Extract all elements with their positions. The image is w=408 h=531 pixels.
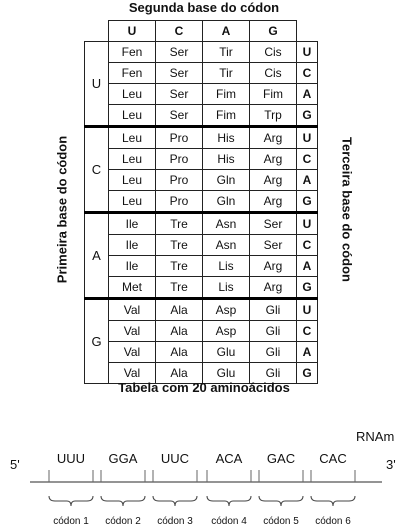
amino-acid-cell: Val bbox=[109, 299, 156, 321]
third-base-cell: U bbox=[297, 127, 318, 149]
mrna-label: RNAm bbox=[356, 429, 395, 444]
amino-acid-cell: Gli bbox=[250, 363, 297, 384]
amino-acid-cell: Pro bbox=[156, 127, 203, 149]
amino-acid-cell: Asp bbox=[203, 299, 250, 321]
first-base-cell: C bbox=[85, 127, 109, 213]
amino-acid-cell: Ser bbox=[250, 213, 297, 235]
first-base-cell: A bbox=[85, 213, 109, 299]
codon-brace bbox=[49, 496, 93, 506]
mrna-codon-triplet: ACA bbox=[215, 451, 243, 466]
codon-label: códon 6 bbox=[315, 516, 351, 527]
third-base-cell: G bbox=[297, 363, 318, 384]
amino-acid-cell: Arg bbox=[250, 256, 297, 277]
amino-acid-cell: Fen bbox=[109, 63, 156, 84]
codon-brace bbox=[153, 496, 197, 506]
third-base-cell: A bbox=[297, 256, 318, 277]
amino-acid-cell: Arg bbox=[250, 277, 297, 299]
codon-label: códon 5 bbox=[263, 516, 299, 527]
amino-acid-cell: Val bbox=[109, 321, 156, 342]
three-prime-end: 3' bbox=[386, 457, 396, 472]
codon-label: códon 3 bbox=[157, 516, 193, 527]
third-base-cell: C bbox=[297, 63, 318, 84]
amino-acid-cell: Asn bbox=[203, 235, 250, 256]
third-base-cell: U bbox=[297, 213, 318, 235]
third-base-cell: C bbox=[297, 235, 318, 256]
first-base-cell: U bbox=[85, 42, 109, 127]
table-caption: Tabela com 20 aminoácidos bbox=[118, 380, 290, 395]
codon-braces bbox=[49, 496, 355, 506]
mrna-codon-triplet: CAC bbox=[319, 451, 347, 466]
amino-acid-cell: Fen bbox=[109, 42, 156, 63]
amino-acid-cell: Ser bbox=[156, 84, 203, 105]
amino-acid-cell: Fim bbox=[203, 105, 250, 127]
amino-acid-cell: Fim bbox=[250, 84, 297, 105]
codon-brace bbox=[259, 496, 303, 506]
amino-acid-cell: Met bbox=[109, 277, 156, 299]
amino-acid-cell: Ile bbox=[109, 235, 156, 256]
third-base-cell: A bbox=[297, 84, 318, 105]
amino-acid-cell: Tre bbox=[156, 277, 203, 299]
amino-acid-cell: Gli bbox=[250, 299, 297, 321]
second-base-header: C bbox=[156, 21, 203, 42]
amino-acid-cell: Leu bbox=[109, 170, 156, 191]
amino-acid-cell: Arg bbox=[250, 191, 297, 213]
second-base-header: A bbox=[203, 21, 250, 42]
third-base-cell: G bbox=[297, 105, 318, 127]
amino-acid-cell: Pro bbox=[156, 170, 203, 191]
amino-acid-cell: Leu bbox=[109, 149, 156, 170]
amino-acid-cell: Leu bbox=[109, 191, 156, 213]
codon-label: códon 2 bbox=[105, 516, 141, 527]
first-base-cell: G bbox=[85, 299, 109, 384]
amino-acid-cell: Asn bbox=[203, 213, 250, 235]
third-base-cell: G bbox=[297, 191, 318, 213]
first-base-axis-label: Primeira base do códon bbox=[54, 135, 70, 284]
amino-acid-cell: Glu bbox=[203, 363, 250, 384]
amino-acid-cell: Arg bbox=[250, 127, 297, 149]
amino-acid-cell: Leu bbox=[109, 105, 156, 127]
amino-acid-cell: Gln bbox=[203, 170, 250, 191]
codon-brace bbox=[207, 496, 251, 506]
second-base-header: U bbox=[109, 21, 156, 42]
codon-label: códon 1 bbox=[53, 516, 89, 527]
table-title: Segunda base do códon bbox=[128, 0, 280, 15]
amino-acid-cell: Tir bbox=[203, 63, 250, 84]
mrna-codon-triplet: UUC bbox=[160, 451, 190, 466]
amino-acid-cell: Leu bbox=[109, 84, 156, 105]
amino-acid-cell: Fim bbox=[203, 84, 250, 105]
third-base-cell: G bbox=[297, 277, 318, 299]
third-base-cell: U bbox=[297, 42, 318, 63]
codon-label: códon 4 bbox=[211, 516, 247, 527]
codon-ticks bbox=[49, 470, 355, 482]
amino-acid-cell: Ser bbox=[156, 42, 203, 63]
five-prime-end: 5' bbox=[10, 457, 20, 472]
third-base-cell: A bbox=[297, 170, 318, 191]
amino-acid-cell: Gln bbox=[203, 191, 250, 213]
amino-acid-cell: Lis bbox=[203, 256, 250, 277]
amino-acid-cell: Ala bbox=[156, 363, 203, 384]
amino-acid-cell: Val bbox=[109, 342, 156, 363]
amino-acid-cell: Cis bbox=[250, 63, 297, 84]
amino-acid-cell: Pro bbox=[156, 191, 203, 213]
amino-acid-cell: Arg bbox=[250, 149, 297, 170]
third-base-axis-label: Terceira base do códon bbox=[339, 137, 355, 282]
amino-acid-cell: Ser bbox=[156, 105, 203, 127]
amino-acid-cell: Gli bbox=[250, 321, 297, 342]
amino-acid-cell: Ser bbox=[156, 63, 203, 84]
amino-acid-cell: Trp bbox=[250, 105, 297, 127]
amino-acid-cell: Ile bbox=[109, 256, 156, 277]
amino-acid-cell: Pro bbox=[156, 149, 203, 170]
third-base-cell: C bbox=[297, 149, 318, 170]
amino-acid-cell: Val bbox=[109, 363, 156, 384]
amino-acid-cell: Tre bbox=[156, 235, 203, 256]
amino-acid-cell: Ala bbox=[156, 342, 203, 363]
amino-acid-cell: Lis bbox=[203, 277, 250, 299]
amino-acid-cell: Ser bbox=[250, 235, 297, 256]
amino-acid-cell: Gli bbox=[250, 342, 297, 363]
codon-brace bbox=[101, 496, 145, 506]
mrna-codon-triplet: UUU bbox=[56, 451, 86, 466]
amino-acid-cell: Glu bbox=[203, 342, 250, 363]
amino-acid-cell: Arg bbox=[250, 170, 297, 191]
amino-acid-cell: His bbox=[203, 149, 250, 170]
second-base-header: G bbox=[250, 21, 297, 42]
amino-acid-cell: Ala bbox=[156, 299, 203, 321]
third-base-cell: U bbox=[297, 299, 318, 321]
amino-acid-cell: Cis bbox=[250, 42, 297, 63]
mrna-codon-triplet: GAC bbox=[266, 451, 296, 466]
amino-acid-cell: Ile bbox=[109, 213, 156, 235]
mrna-codon-triplet: GGA bbox=[108, 451, 138, 466]
amino-acid-cell: Tre bbox=[156, 213, 203, 235]
amino-acid-cell: Tir bbox=[203, 42, 250, 63]
amino-acid-cell: Asp bbox=[203, 321, 250, 342]
amino-acid-cell: His bbox=[203, 127, 250, 149]
codon-brace bbox=[311, 496, 355, 506]
third-base-cell: A bbox=[297, 342, 318, 363]
amino-acid-cell: Tre bbox=[156, 256, 203, 277]
third-base-cell: C bbox=[297, 321, 318, 342]
amino-acid-cell: Ala bbox=[156, 321, 203, 342]
amino-acid-cell: Leu bbox=[109, 127, 156, 149]
